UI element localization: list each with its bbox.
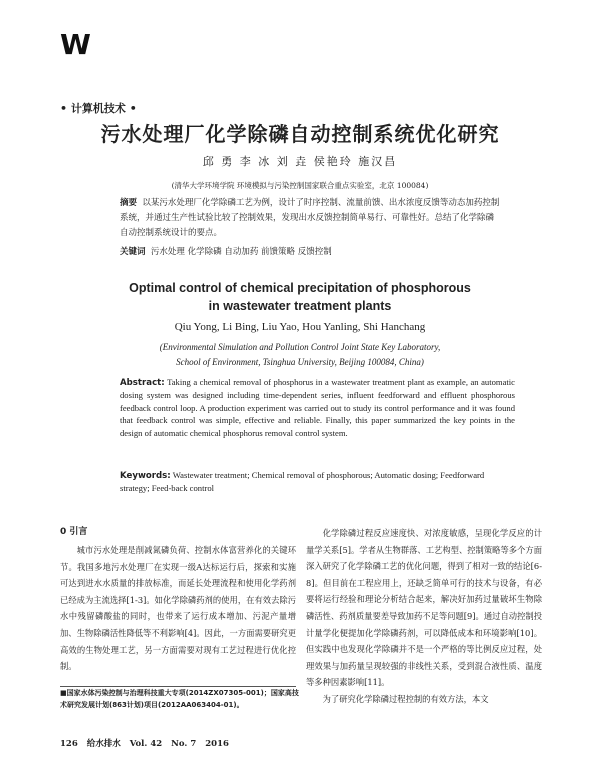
title-en-line1: Optimal control of chemical precipitation of phosphorous bbox=[129, 281, 471, 295]
body-column-right bbox=[306, 525, 542, 708]
keywords-cn bbox=[120, 246, 500, 259]
page-number: 126 bbox=[60, 739, 78, 749]
body-paragraph: 为了研究化学除磷过程控制的有效方法，本文 bbox=[322, 693, 489, 704]
body-paragraph: 化学除磷过程反应速度快、对浓度敏感，呈现化学反应的计量学关系[5]。学者从生物群落、工艺构型、控制策略等多个方面深入研究了化学除磷工艺的优化问题，得到了相对一致的结论[6-8]。但目前在工程应用上，还缺乏简单可行的技术与设备，有必要将运行经验和理论分析结合起来，解决好加药过量破坏生物除磷活性、药剂质量要差导致加药不足等问题[9]。通过自动控制投计量学化便提加化学除磷药剂，可以降低成本和环境影响[10]。但实践中也发现化学除磷并不是一个严格的等比例反应过程，处理效果与加药量呈现较强的非线性关系，受到混合液性质、温度等多种因素影响[11]。 bbox=[306, 528, 542, 688]
footnote-divider bbox=[60, 686, 296, 687]
abstract-cn bbox=[120, 196, 500, 241]
abstract-cn-text: 以某污水处理厂化学除磷工艺为例，设计了时序控制、流量前馈、出水浓度反馈等动态加药控制系统，并通过生产性试验比较了控制效果，发现出水反馈控制简单易行、可靠性好。总结了化学除磷自动控制系统设计的要点。 bbox=[120, 198, 500, 238]
affiliation-en bbox=[0, 340, 600, 370]
page-footer bbox=[60, 737, 235, 749]
section-label: • 计算机技术 • bbox=[60, 102, 137, 115]
keywords-cn-label: 关键词 bbox=[120, 247, 146, 257]
journal-volume: Vol. 42 bbox=[129, 739, 163, 749]
journal-logo: W bbox=[60, 28, 85, 61]
square-bullet-icon: ■ bbox=[60, 689, 67, 697]
title-en bbox=[0, 279, 600, 315]
authors-cn: 邱 勇 李 冰 刘 垚 侯艳玲 施汉昌 bbox=[202, 155, 398, 168]
body-paragraph: 城市污水处理是削减氮磷负荷、控制水体富营养化的关键环节。我国多地污水处理厂在实现一级A达标运行后，探索和实施可达到进水水质量的排放标准，而延长处理流程和使用化学药剂已经成为主流选择[1-3]。如化学除磷药剂的使用，在有效去除污水中残留磷酸盐的同时，也带来了运行成本增加、污泥产量增加、生物除磷活性降低等不利影响[4]。因此，一方面需要研究更高效的生物处理工艺，另一方面需要对现有工艺过程进行优化控制。 bbox=[60, 545, 296, 672]
authors-en: Qiu Yong, Li Bing, Liu Yao, Hou Yanling, Shi Hanchang bbox=[174, 321, 426, 333]
affiliation-en-line1: (Environmental Simulation and Pollution Control Joint State Key Laboratory, bbox=[159, 342, 441, 352]
keywords-en-label: Keywords: bbox=[120, 471, 171, 481]
abstract-en-text: Taking a chemical removal of phosphorus in a wastewater treatment plant as example, an automatic dosing system was designed including time-dependent series, influent feedforward and effluent phosphorous feedback control loop. A production experiment was carried out to study its control performance and it was found that feedback control was simple, effective and reliable. Finally, this paper summarized the key points in the design of automatic chemical phosphorus removal control system. bbox=[120, 377, 515, 438]
keywords-en bbox=[120, 469, 515, 495]
funding-footnote bbox=[60, 688, 300, 711]
abstract-en bbox=[120, 376, 515, 439]
affiliation-cn: (清华大学环境学院 环境模拟与污染控制国家联合重点实验室，北京 100084) bbox=[171, 181, 429, 190]
page-title: 污水处理厂化学除磷自动控制系统优化研究 bbox=[100, 122, 500, 146]
keywords-cn-text: 污水处理 化学除磷 自动加药 前馈策略 反馈控制 bbox=[150, 247, 332, 257]
journal-name: 给水排水 bbox=[86, 739, 121, 749]
journal-year: 2016 bbox=[205, 739, 229, 749]
journal-issue: No. 7 bbox=[171, 739, 197, 749]
title-en-line2: in wastewater treatment plants bbox=[208, 299, 392, 313]
intro-heading: 0 引言 bbox=[60, 527, 88, 537]
abstract-cn-label: 摘要 bbox=[120, 198, 138, 208]
affiliation-en-line2: School of Environment, Tsinghua University, Beijing 100084, China) bbox=[176, 357, 424, 367]
keywords-en-text: Wastewater treatment; Chemical removal of phosphorous; Automatic dosing; Feedforward strategy; Feed-back control bbox=[120, 470, 485, 494]
footnote-text: 国家水体污染控制与治理科技重大专项(2014ZX07305-001)；国家高技术研究发展计划(863计划)项目(2012AA063404-01)。 bbox=[60, 689, 299, 709]
body-column-left bbox=[60, 542, 296, 675]
abstract-en-label: Abstract: bbox=[120, 378, 165, 388]
